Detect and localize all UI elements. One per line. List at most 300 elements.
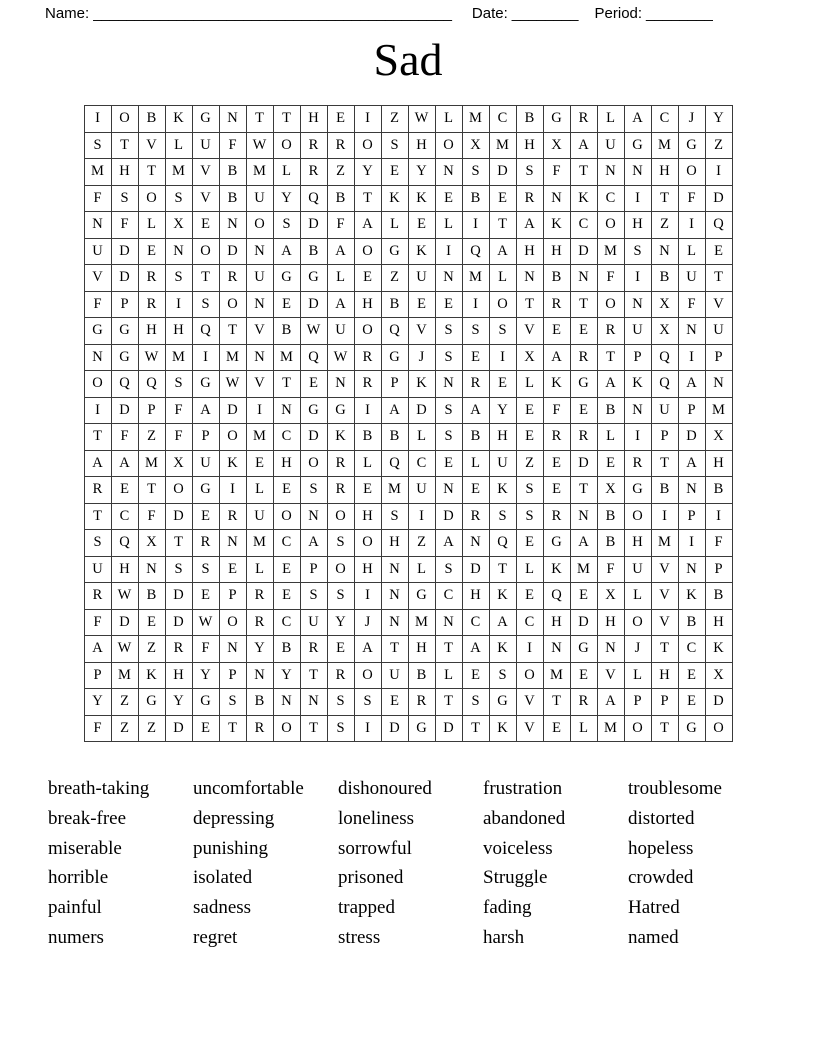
grid-cell: S xyxy=(435,344,462,371)
word-item: Struggle xyxy=(483,867,548,889)
grid-cell: R xyxy=(219,265,246,292)
grid-cell: C xyxy=(678,636,705,663)
grid-cell: L xyxy=(435,212,462,239)
grid-cell: G xyxy=(408,715,435,742)
grid-cell: N xyxy=(570,503,597,530)
grid-cell: M xyxy=(651,530,678,557)
grid-cell: O xyxy=(300,450,327,477)
grid-cell: C xyxy=(651,106,678,133)
grid-cell: Y xyxy=(273,185,300,212)
grid-cell: K xyxy=(138,662,165,689)
grid-cell: L xyxy=(327,265,354,292)
grid-cell: P xyxy=(111,291,138,318)
word-item: punishing xyxy=(193,837,268,859)
grid-cell: R xyxy=(570,344,597,371)
grid-cell: I xyxy=(192,344,219,371)
grid-cell: C xyxy=(597,185,624,212)
date-label: Date: xyxy=(471,5,508,22)
puzzle-title: Sad xyxy=(373,34,443,85)
grid-cell: M xyxy=(705,397,732,424)
grid-cell: L xyxy=(165,132,192,159)
grid-cell: S xyxy=(327,689,354,716)
grid-cell: Z xyxy=(138,715,165,742)
grid-cell: W xyxy=(246,132,273,159)
grid-cell: C xyxy=(489,106,516,133)
grid-cell: S xyxy=(489,318,516,345)
grid-cell: R xyxy=(624,450,651,477)
grid-cell: O xyxy=(246,212,273,239)
grid-cell: L xyxy=(354,450,381,477)
grid-row xyxy=(84,238,732,265)
word-item: crowded xyxy=(628,867,694,889)
grid-row xyxy=(84,503,732,530)
grid-cell: Z xyxy=(138,424,165,451)
grid-row xyxy=(84,397,732,424)
grid-cell: C xyxy=(273,530,300,557)
grid-cell: K xyxy=(408,371,435,398)
grid-cell: O xyxy=(705,715,732,742)
grid-cell: I xyxy=(516,636,543,663)
grid-cell: R xyxy=(300,636,327,663)
grid-cell: I xyxy=(678,530,705,557)
grid-cell: S xyxy=(624,238,651,265)
grid-cell: I xyxy=(624,265,651,292)
grid-cell: G xyxy=(381,344,408,371)
grid-cell: H xyxy=(543,238,570,265)
grid-cell: A xyxy=(84,636,111,663)
grid-cell: Y xyxy=(489,397,516,424)
grid-cell: D xyxy=(570,450,597,477)
grid-cell: K xyxy=(165,106,192,133)
grid-cell: R xyxy=(138,265,165,292)
grid-cell: O xyxy=(327,556,354,583)
grid-cell: L xyxy=(381,212,408,239)
grid-cell: Y xyxy=(165,689,192,716)
grid-cell: H xyxy=(624,530,651,557)
grid-cell: B xyxy=(705,477,732,504)
grid-cell: J xyxy=(354,609,381,636)
grid-row xyxy=(84,185,732,212)
grid-cell: O xyxy=(219,609,246,636)
grid-cell: B xyxy=(354,424,381,451)
word-list-column xyxy=(338,774,483,952)
grid-cell: D xyxy=(408,397,435,424)
grid-cell: G xyxy=(300,397,327,424)
grid-cell: B xyxy=(462,424,489,451)
grid-row xyxy=(84,344,732,371)
grid-cell: Q xyxy=(543,583,570,610)
grid-cell: R xyxy=(516,185,543,212)
grid-cell: U xyxy=(246,265,273,292)
grid-cell: I xyxy=(489,344,516,371)
grid-cell: E xyxy=(408,212,435,239)
grid-cell: R xyxy=(327,662,354,689)
grid-cell: V xyxy=(246,371,273,398)
grid-cell: A xyxy=(381,397,408,424)
grid-cell: O xyxy=(597,212,624,239)
grid-cell: G xyxy=(543,106,570,133)
grid-cell: M xyxy=(543,662,570,689)
grid-row xyxy=(84,132,732,159)
grid-cell: K xyxy=(543,556,570,583)
grid-cell: Y xyxy=(192,662,219,689)
grid-cell: R xyxy=(462,371,489,398)
grid-cell: T xyxy=(192,265,219,292)
grid-cell: M xyxy=(651,132,678,159)
grid-cell: C xyxy=(111,503,138,530)
grid-cell: Q xyxy=(489,530,516,557)
grid-cell: E xyxy=(381,689,408,716)
grid-cell: X xyxy=(543,132,570,159)
grid-cell: T xyxy=(111,132,138,159)
grid-cell: E xyxy=(597,450,624,477)
grid-cell: E xyxy=(705,238,732,265)
grid-row xyxy=(84,424,732,451)
grid-cell: D xyxy=(462,556,489,583)
grid-cell: T xyxy=(705,265,732,292)
grid-cell: I xyxy=(354,715,381,742)
grid-cell: L xyxy=(246,556,273,583)
grid-cell: U xyxy=(624,318,651,345)
grid-cell: A xyxy=(354,636,381,663)
grid-cell: W xyxy=(300,318,327,345)
grid-cell: X xyxy=(516,344,543,371)
grid-cell: E xyxy=(327,636,354,663)
grid-cell: H xyxy=(381,530,408,557)
grid-cell: U xyxy=(192,132,219,159)
grid-cell: R xyxy=(246,583,273,610)
grid-cell: I xyxy=(462,291,489,318)
grid-cell: N xyxy=(381,556,408,583)
grid-cell: C xyxy=(408,450,435,477)
grid-cell: Y xyxy=(273,662,300,689)
grid-cell: N xyxy=(273,397,300,424)
grid-cell: S xyxy=(165,185,192,212)
grid-cell: I xyxy=(354,397,381,424)
word-item: isolated xyxy=(193,867,253,889)
grid-cell: N xyxy=(624,159,651,186)
grid-cell: G xyxy=(408,583,435,610)
grid-cell: A xyxy=(678,371,705,398)
grid-cell: E xyxy=(381,159,408,186)
grid-cell: M xyxy=(138,450,165,477)
grid-cell: D xyxy=(165,609,192,636)
grid-cell: N xyxy=(219,530,246,557)
grid-cell: F xyxy=(165,397,192,424)
grid-cell: U xyxy=(381,662,408,689)
grid-cell: B xyxy=(327,185,354,212)
grid-cell: X xyxy=(705,662,732,689)
grid-cell: R xyxy=(543,424,570,451)
grid-cell: G xyxy=(624,477,651,504)
grid-cell: B xyxy=(273,318,300,345)
grid-cell: R xyxy=(597,318,624,345)
grid-cell: E xyxy=(435,185,462,212)
grid-cell: F xyxy=(705,530,732,557)
grid-cell: B xyxy=(462,185,489,212)
grid-cell: E xyxy=(570,397,597,424)
word-item: uncomfortable xyxy=(193,778,304,800)
grid-cell: R xyxy=(354,371,381,398)
grid-cell: R xyxy=(462,503,489,530)
grid-cell: E xyxy=(678,662,705,689)
grid-cell: O xyxy=(516,662,543,689)
grid-cell: N xyxy=(435,159,462,186)
grid-cell: J xyxy=(624,636,651,663)
grid-cell: T xyxy=(300,662,327,689)
grid-cell: G xyxy=(570,636,597,663)
word-item: Hatred xyxy=(628,897,680,918)
grid-cell: C xyxy=(462,609,489,636)
grid-cell: S xyxy=(462,159,489,186)
grid-cell: G xyxy=(300,265,327,292)
grid-cell: K xyxy=(408,238,435,265)
grid-cell: O xyxy=(354,318,381,345)
grid-cell: M xyxy=(165,344,192,371)
grid-cell: N xyxy=(705,371,732,398)
grid-cell: B xyxy=(408,662,435,689)
grid-cell: Z xyxy=(111,715,138,742)
grid-cell: E xyxy=(462,662,489,689)
grid-cell: G xyxy=(192,689,219,716)
grid-cell: E xyxy=(192,503,219,530)
grid-cell: I xyxy=(354,583,381,610)
grid-cell: V xyxy=(516,689,543,716)
grid-cell: G xyxy=(678,132,705,159)
grid-cell: B xyxy=(138,583,165,610)
grid-cell: E xyxy=(570,583,597,610)
grid-cell: H xyxy=(651,662,678,689)
grid-cell: K xyxy=(381,185,408,212)
grid-cell: E xyxy=(354,265,381,292)
grid-cell: M xyxy=(489,132,516,159)
grid-cell: F xyxy=(138,503,165,530)
word-item: harsh xyxy=(483,926,525,948)
grid-cell: O xyxy=(219,424,246,451)
grid-cell: B xyxy=(651,477,678,504)
grid-cell: S xyxy=(435,424,462,451)
grid-cell: H xyxy=(165,662,192,689)
grid-cell: O xyxy=(624,503,651,530)
grid-cell: N xyxy=(435,477,462,504)
grid-cell: O xyxy=(624,715,651,742)
grid-cell: Q xyxy=(381,318,408,345)
grid-cell: S xyxy=(84,132,111,159)
period-blank-line: ________ xyxy=(646,5,713,22)
grid-cell: D xyxy=(300,291,327,318)
grid-cell: R xyxy=(543,503,570,530)
word-item: depressing xyxy=(193,807,275,829)
grid-cell: N xyxy=(246,238,273,265)
grid-cell: Q xyxy=(111,371,138,398)
grid-cell: C xyxy=(435,583,462,610)
grid-cell: H xyxy=(651,159,678,186)
grid-cell: R xyxy=(354,344,381,371)
grid-cell: Q xyxy=(651,371,678,398)
grid-cell: G xyxy=(111,318,138,345)
name-label: Name: xyxy=(45,5,90,22)
grid-cell: M xyxy=(246,159,273,186)
grid-cell: A xyxy=(300,530,327,557)
grid-cell: F xyxy=(111,212,138,239)
grid-cell: H xyxy=(165,318,192,345)
grid-cell: H xyxy=(273,450,300,477)
grid-row xyxy=(84,662,732,689)
grid-cell: E xyxy=(246,450,273,477)
grid-cell: F xyxy=(84,609,111,636)
grid-cell: H xyxy=(489,424,516,451)
grid-cell: E xyxy=(489,371,516,398)
grid-cell: S xyxy=(435,556,462,583)
grid-row xyxy=(84,477,732,504)
grid-cell: A xyxy=(597,371,624,398)
grid-cell: S xyxy=(327,530,354,557)
grid-cell: R xyxy=(84,583,111,610)
grid-cell: T xyxy=(354,185,381,212)
grid-cell: S xyxy=(327,583,354,610)
grid-cell: H xyxy=(624,212,651,239)
grid-cell: K xyxy=(489,477,516,504)
grid-cell: L xyxy=(435,662,462,689)
grid-cell: T xyxy=(219,715,246,742)
grid-cell: S xyxy=(381,132,408,159)
grid-cell: H xyxy=(111,556,138,583)
grid-cell: F xyxy=(327,212,354,239)
grid-cell: W xyxy=(408,106,435,133)
grid-cell: V xyxy=(516,318,543,345)
grid-cell: G xyxy=(192,371,219,398)
grid-cell: I xyxy=(705,503,732,530)
grid-cell: L xyxy=(624,662,651,689)
grid-row xyxy=(84,318,732,345)
word-item: regret xyxy=(193,926,238,948)
grid-cell: G xyxy=(381,238,408,265)
grid-cell: O xyxy=(489,291,516,318)
grid-cell: N xyxy=(246,291,273,318)
grid-cell: H xyxy=(138,318,165,345)
grid-cell: Y xyxy=(408,159,435,186)
grid-cell: V xyxy=(705,291,732,318)
grid-cell: Z xyxy=(138,636,165,663)
grid-cell: M xyxy=(381,477,408,504)
grid-cell: D xyxy=(111,265,138,292)
grid-cell: Z xyxy=(327,159,354,186)
grid-cell: U xyxy=(192,450,219,477)
word-list xyxy=(0,774,816,952)
grid-cell: P xyxy=(705,556,732,583)
grid-cell: E xyxy=(273,291,300,318)
grid-cell: Z xyxy=(381,265,408,292)
word-item: break-free xyxy=(48,807,127,829)
grid-cell: O xyxy=(111,106,138,133)
grid-cell: O xyxy=(273,715,300,742)
grid-cell: I xyxy=(354,106,381,133)
grid-cell: B xyxy=(138,106,165,133)
grid-cell: W xyxy=(327,344,354,371)
grid-cell: L xyxy=(489,265,516,292)
grid-cell: C xyxy=(273,609,300,636)
grid-cell: U xyxy=(408,265,435,292)
grid-cell: N xyxy=(651,238,678,265)
grid-cell: N xyxy=(381,583,408,610)
grid-row xyxy=(84,159,732,186)
grid-cell: M xyxy=(246,530,273,557)
grid-cell: E xyxy=(543,450,570,477)
grid-cell: S xyxy=(435,397,462,424)
grid-cell: X xyxy=(462,132,489,159)
word-item: distorted xyxy=(628,807,695,829)
grid-cell: B xyxy=(543,265,570,292)
grid-cell: T xyxy=(246,106,273,133)
grid-cell: B xyxy=(381,291,408,318)
grid-cell: E xyxy=(273,556,300,583)
grid-cell: O xyxy=(354,662,381,689)
grid-cell: D xyxy=(435,715,462,742)
grid-cell: I xyxy=(246,397,273,424)
grid-cell: U xyxy=(408,477,435,504)
grid-cell: R xyxy=(327,450,354,477)
grid-cell: V xyxy=(516,715,543,742)
grid-cell: U xyxy=(678,265,705,292)
word-item: abandoned xyxy=(483,807,566,829)
grid-cell: I xyxy=(84,397,111,424)
grid-cell: R xyxy=(219,503,246,530)
grid-cell: S xyxy=(516,477,543,504)
grid-cell: O xyxy=(84,371,111,398)
grid-cell: D xyxy=(705,689,732,716)
grid-cell: N xyxy=(138,556,165,583)
word-item: miserable xyxy=(48,837,122,859)
grid-cell: U xyxy=(597,132,624,159)
grid-cell: J xyxy=(408,344,435,371)
grid-cell: V xyxy=(246,318,273,345)
grid-cell: M xyxy=(246,424,273,451)
grid-cell: R xyxy=(570,424,597,451)
grid-cell: D xyxy=(165,503,192,530)
grid-cell: L xyxy=(462,450,489,477)
grid-cell: T xyxy=(651,636,678,663)
grid-cell: D xyxy=(489,159,516,186)
grid-cell: E xyxy=(138,238,165,265)
grid-cell: A xyxy=(624,106,651,133)
grid-cell: D xyxy=(705,185,732,212)
grid-cell: V xyxy=(651,583,678,610)
grid-cell: G xyxy=(84,318,111,345)
grid-cell: R xyxy=(246,715,273,742)
grid-cell: S xyxy=(165,265,192,292)
grid-cell: E xyxy=(678,689,705,716)
grid-cell: P xyxy=(192,424,219,451)
grid-cell: P xyxy=(651,424,678,451)
grid-cell: N xyxy=(219,212,246,239)
grid-cell: I xyxy=(678,212,705,239)
grid-cell: P xyxy=(651,689,678,716)
grid-cell: E xyxy=(516,397,543,424)
grid-cell: P xyxy=(84,662,111,689)
grid-cell: F xyxy=(219,132,246,159)
word-item: named xyxy=(628,926,679,948)
grid-cell: G xyxy=(543,530,570,557)
grid-cell: T xyxy=(165,530,192,557)
word-item: horrible xyxy=(48,867,109,889)
grid-cell: S xyxy=(84,530,111,557)
grid-cell: O xyxy=(192,238,219,265)
word-item: stress xyxy=(338,926,381,948)
grid-cell: G xyxy=(138,689,165,716)
grid-cell: L xyxy=(408,556,435,583)
grid-cell: E xyxy=(570,662,597,689)
grid-cell: N xyxy=(435,371,462,398)
